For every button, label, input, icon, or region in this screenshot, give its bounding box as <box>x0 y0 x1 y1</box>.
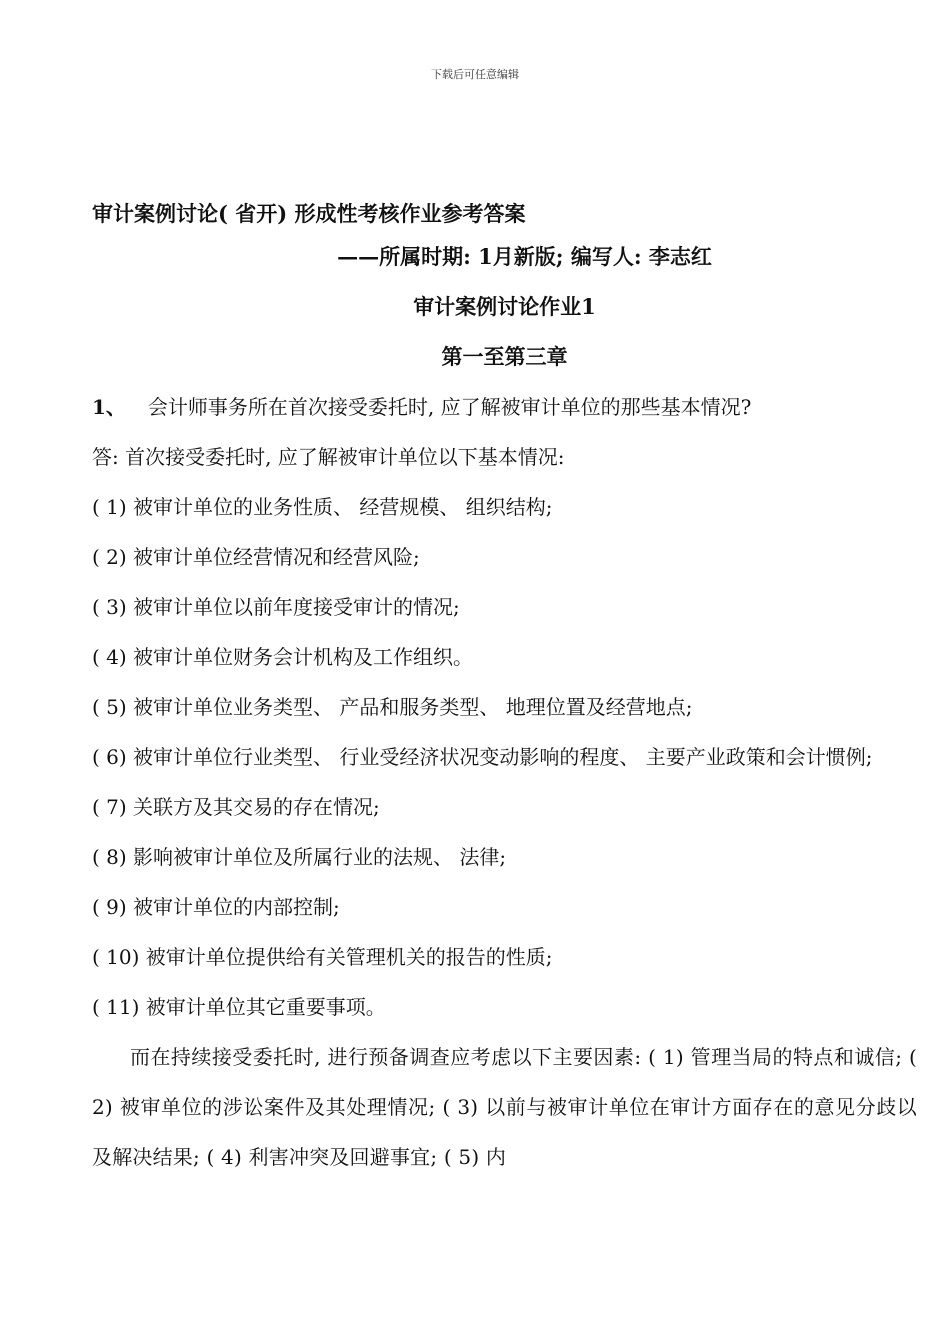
assignment-heading: 审计案例讨论作业1 <box>413 294 596 319</box>
list-item: ( 6) 被审计单位行业类型、 行业受经济状况变动影响的程度、 主要产业政策和会计惯例; <box>92 745 873 769</box>
list-item: ( 2) 被审计单位经营情况和经营风险; <box>92 545 420 569</box>
document-subtitle: ——所属时期: 1月新版; 编写人: 李志红 <box>337 244 712 269</box>
list-item: ( 5) 被审计单位业务类型、 产品和服务类型、 地理位置及经营地点; <box>92 695 693 719</box>
list-item: ( 8) 影响被审计单位及所属行业的法规、 法律; <box>92 845 507 869</box>
chapter-heading: 第一至第三章 <box>441 344 568 369</box>
list-item: ( 4) 被审计单位财务会计机构及工作组织。 <box>92 645 474 669</box>
list-item: ( 9) 被审计单位的内部控制; <box>92 895 340 919</box>
document-title: 审计案例讨论( 省开) 形成性考核作业参考答案 <box>92 201 526 226</box>
list-item: ( 7) 关联方及其交易的存在情况; <box>92 795 380 819</box>
page-header-note: 下载后可任意编辑 <box>431 68 519 81</box>
list-item: ( 11) 被审计单位其它重要事项。 <box>92 995 386 1019</box>
continuing-paragraph: 而在持续接受委托时, 进行预备调查应考虑以下主要因素: ( 1) 管理当局的特点和诚信; ( 2) 被审单位的涉讼案件及其处理情况; ( 3) 以前与被审计单位在审计方面存在的意见分歧以及解决结果; ( 4) 利害冲突及回避事宜; ( 5) 内 <box>92 1045 917 1169</box>
question-text: 会计师事务所在首次接受委托时, 应了解被审计单位的那些基本情况? <box>147 395 752 419</box>
list-item: ( 3) 被审计单位以前年度接受审计的情况; <box>92 595 460 619</box>
list-item: ( 10) 被审计单位提供给有关管理机关的报告的性质; <box>92 945 553 969</box>
document-body <box>92 196 917 1182</box>
question-number: 1、 <box>92 395 126 419</box>
list-item: ( 1) 被审计单位的业务性质、 经营规模、 组织结构; <box>92 495 553 519</box>
question-line <box>92 382 917 432</box>
answer-intro: 答: 首次接受委托时, 应了解被审计单位以下基本情况: <box>92 445 565 469</box>
